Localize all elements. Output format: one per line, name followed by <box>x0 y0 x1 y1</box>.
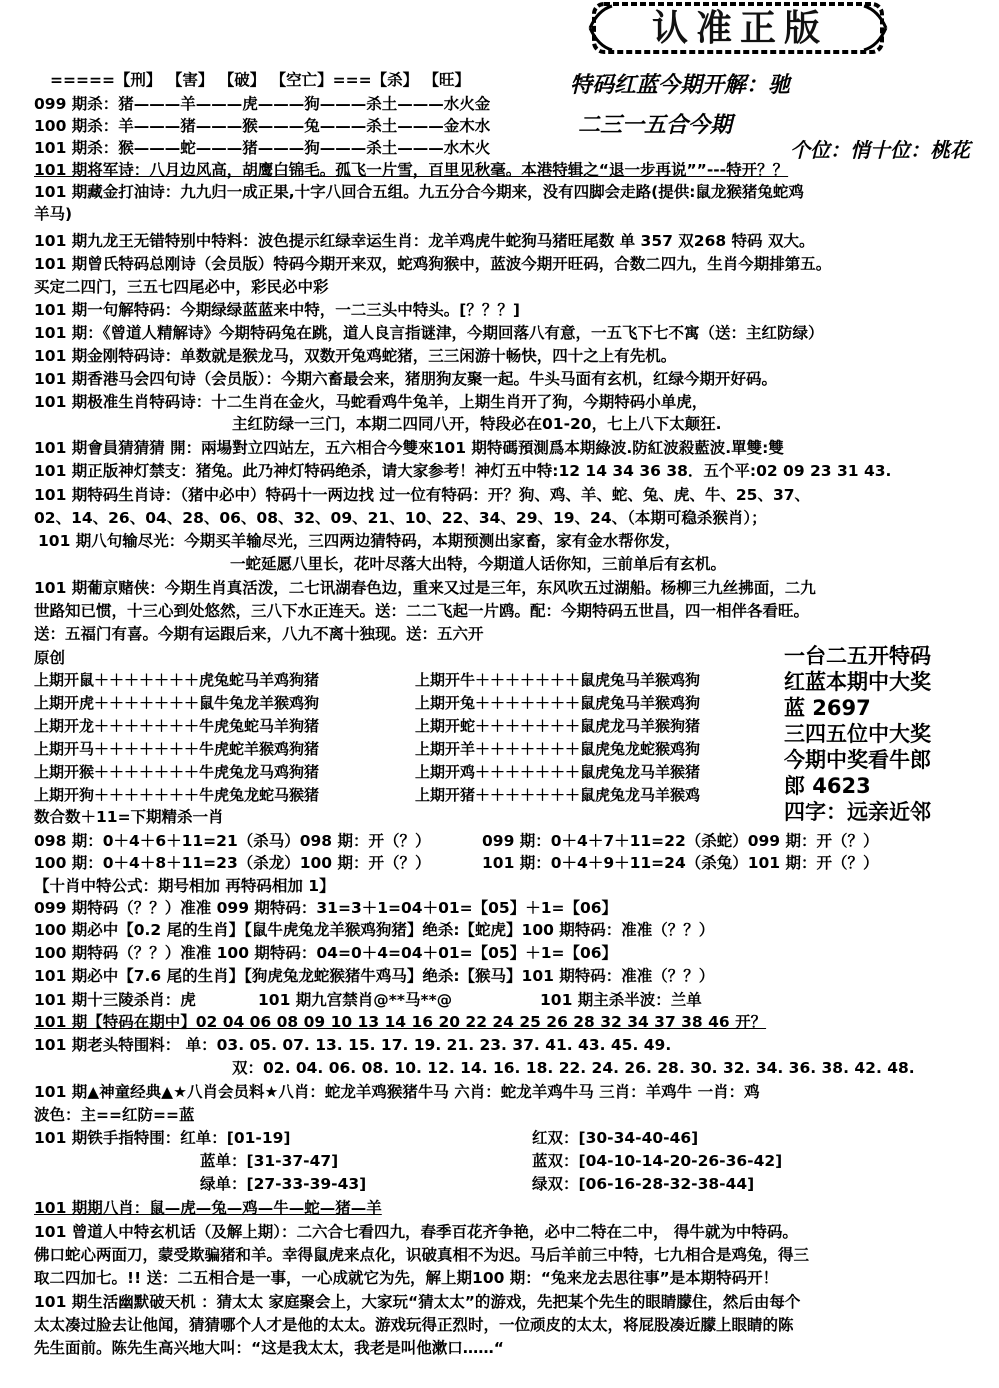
handwritten-line-3: 个位：悄十位：桃花 <box>790 138 970 162</box>
text-line: 101 期【特码在期中】02 04 06 08 09 10 13 14 16 20 22 24 25 26 28 32 34 37 38 46 开？ <box>34 1013 767 1031</box>
text-line: 099 期：0＋4＋7＋11=22（杀蛇）099 期：开（？） <box>482 832 879 850</box>
text-line: 蓝单：[31-37-47] <box>200 1152 339 1170</box>
text-line: 太太凑过脸去让他闻，猜猜哪个人才是他的太太。游戏玩得正烈时，一位顽皮的太太，将屁股凑近朦上眼睛的陈 <box>34 1316 794 1334</box>
zodiac-row: 上期开虎＋＋＋＋＋＋＋鼠牛兔龙羊猴鸡狗 <box>34 694 320 712</box>
text-line: 101 期正版神灯禁支：猪兔。此乃神灯特码绝杀，请大家参考！神灯五中特:12 14 34 36 38．五个平:02 09 23 31 43. <box>34 462 892 480</box>
zodiac-row: 上期开猪＋＋＋＋＋＋＋鼠虎兔龙马羊猴鸡 <box>415 786 701 804</box>
text-line: 101 期将军诗：八月边风高，胡鹰白锦毛。孤飞一片雪，百里见秋毫。本港特辑之“退一步再说””---特开？？ <box>34 161 789 179</box>
text-line: 101 期八句输尽光：今期买羊输尽光，三四两边猜特码，本期预测出家畜，家有金水帮你发， <box>38 532 681 550</box>
text-line: 100 期必中【0.2 尾的生肖】【鼠牛虎兔龙羊猴鸡狗猪】绝杀:【蛇虎】100 期特码：准准（？？） <box>34 921 715 939</box>
text-line: 100 期特码（？？）准准 100 期特码：04=0＋4=04＋01=【05】＋1=【06】 <box>34 944 618 962</box>
text-line: 101 期一句解特码：今期绿绿蓝蓝来中特，一二三头中特头。[？？？] <box>34 301 520 319</box>
zodiac-row: 上期开鸡＋＋＋＋＋＋＋鼠虎兔龙马羊猴猪 <box>415 763 701 781</box>
text-line: 101 期必中【7.6 尾的生肖】【狗虎兔龙蛇猴猪牛鸡马】绝杀:【猴马】101 期特码：准准（？？） <box>34 967 715 985</box>
text-line: 100 期杀：羊———猪———猴———兔———杀土———金木水 <box>34 117 491 135</box>
text-line: 一蛇延愿八里长，花叶尽落大出特，今期道人话你知，三前单后有玄机。 <box>230 555 727 573</box>
text-line: 101 期九龙王无错特别中特料：波色提示红绿幸运生肖：龙羊鸡虎牛蛇狗马猪旺尾数 单 357 双268 特码 双大。 <box>34 232 815 250</box>
right-box-line: 红蓝本期中大奖 <box>784 670 931 694</box>
right-box-line: 蓝 2697 <box>784 696 871 720</box>
text-line: 099 期杀：猪———羊———虎———狗———杀土———水火金 <box>34 95 491 113</box>
header-stamp <box>588 0 888 56</box>
text-line: 数合数＋11=下期精杀一肖 <box>34 808 224 826</box>
right-box-line: 三四五位中大奖 <box>784 722 931 746</box>
text-line: 绿单：[27-33-39-43] <box>200 1175 367 1193</box>
handwritten-line-1: 特码红蓝今期开解：驰 <box>570 72 791 98</box>
text-line: 101 期老头特围料： 单：03. 05. 07. 13. 15. 17. 19. 21. 23. 37. 41. 43. 45. 49. <box>34 1036 672 1054</box>
text-line: 先生面前。陈先生高兴地大叫：“这是我太太，我老是叫他漱口……“ <box>34 1339 504 1357</box>
zodiac-row: 上期开蛇＋＋＋＋＋＋＋鼠虎龙马羊猴狗猪 <box>415 717 701 735</box>
text-line: 101 期期八肖：鼠—虎—兔—鸡—牛—蛇—猪—羊 <box>34 1199 382 1217</box>
text-line: 101 期主杀半波：兰单 <box>540 991 702 1009</box>
zodiac-row: 上期开龙＋＋＋＋＋＋＋牛虎兔蛇马羊狗猪 <box>34 717 320 735</box>
text-line: 101 曾道人中特玄机话（及解上期）：二六合七看四九，春季百花齐争艳，必中二特在二中， 得牛就为中特码。 <box>34 1223 798 1241</box>
text-line: 101 期十三陵杀肖：虎 <box>34 991 196 1009</box>
zodiac-row: 上期开羊＋＋＋＋＋＋＋鼠虎兔龙蛇猴鸡狗 <box>415 740 701 758</box>
text-line: 世路知已惯，十三心到处悠然，三八下水正连天。送：二二飞起一片鸥。配：今期特码五世昌，四一相伴各看旺。 <box>34 602 810 620</box>
text-line: 取二四加七。!! 送：二五相合是一事，一心成就它为先，解上期100 期：“兔来龙去思往事”是本期特码开！ <box>34 1269 779 1287</box>
text-line: 双：02. 04. 06. 08. 10. 12. 14. 16. 18. 22. 24. 26. 28. 30. 32. 34. 36. 38. 42. 48. <box>232 1059 915 1077</box>
text-line: 主红防绿一三门，本期二四同八开，特段必在01-20，七上八下太颠狂. <box>232 415 722 433</box>
text-line: 蓝双：[04-10-14-20-26-36-42] <box>532 1152 783 1170</box>
text-line: 红双：[30-34-40-46] <box>532 1129 699 1147</box>
zodiac-row: 上期开马＋＋＋＋＋＋＋牛虎蛇羊猴鸡狗猪 <box>34 740 320 758</box>
text-line: 101 期香港马会四句诗（会员版）：今期六畜最会来，猪朋狗友聚一起。牛头马面有玄机，红绿今期开好码。 <box>34 370 778 388</box>
zodiac-row: 上期开猴＋＋＋＋＋＋＋牛虎兔龙马鸡狗猪 <box>34 763 320 781</box>
text-line: 送：五福门有喜。今期有运跟后来，八九不离十独现。送：五六开 <box>34 625 484 643</box>
text-line: 101 期藏金打油诗：九九归一成正果,十字八回合五组。九五分合今期来，没有四脚会走路(提供:鼠龙猴猪兔蛇鸡 <box>34 183 804 201</box>
text-line: 101 期▲神童经典▲★八肖会员料★八肖：蛇龙羊鸡猴猪牛马 六肖：蛇龙羊鸡牛马 三肖：羊鸡牛 一肖：鸡 <box>34 1083 760 1101</box>
stamp-text: 认准正版 <box>651 7 828 49</box>
zodiac-row: 上期开狗＋＋＋＋＋＋＋牛虎兔龙蛇马猴猪 <box>34 786 320 804</box>
text-line: 买定二四门，三五七四尾必中，彩民必中彩 <box>34 278 329 296</box>
text-line: 101 期九宫禁肖@**马**@ <box>258 991 453 1009</box>
text-line: 【十肖中特公式：期号相加 再特码相加 1】 <box>34 877 335 895</box>
handwritten-line-2: 二三一五合今期 <box>578 112 733 138</box>
right-box-line: 一台二五开特码 <box>784 644 931 668</box>
text-line: 101 期：0＋4＋9＋11=24（杀兔）101 期：开（？） <box>482 854 879 872</box>
text-line: 原创 <box>34 649 66 667</box>
text-line: =====【刑】 【害】 【破】 【空亡】===【杀】 【旺】 <box>50 71 470 89</box>
text-line: 098 期：0＋4＋6＋11=21（杀马）098 期：开（？） <box>34 832 431 850</box>
right-box-line: 四字：远亲近邻 <box>784 800 931 824</box>
text-line: 绿双：[06-16-28-32-38-44] <box>532 1175 755 1193</box>
text-line: 101 期铁手指特围：红单：[01-19] <box>34 1129 291 1147</box>
text-line: 101 期金刚特码诗：单数就是猴龙马，双数开兔鸡蛇猪，三三闲游十畅快，四十之上有先机。 <box>34 347 677 365</box>
text-line: 佛口蛇心两面刀，蒙受欺骗猪和羊。幸得鼠虎来点化，识破真相不为迟。马后羊前三中特，七九相合是鸡兔，得三 <box>34 1246 810 1264</box>
text-line: 101 期會員猜猜猜 開：兩場對立四站左，五六相合今雙來101 期特碼預測爲本期綠波.防紅波殺藍波.單雙:雙 <box>34 439 784 457</box>
text-line: 101 期葡京赌侠：今期生肖真活泼，二七讯湖春色边，重来又过是三年，东风吹五过湖船。杨柳三九丝拂面，二九 <box>34 579 816 597</box>
text-line: 099 期特码（？？）准准 099 期特码：31=3＋1=04＋01=【05】＋1=【06】 <box>34 899 618 917</box>
text-line: 101 期曾氏特码总刚诗（会员版）特码今期开来双，蛇鸡狗猴中，蓝波今期开旺码，合数二四九，生肖今期排第五。 <box>34 255 832 273</box>
text-line: 101 期极准生肖特码诗：十二生肖在金火，马蛇看鸡牛兔羊，上期生肖开了狗，今期特码小单虎， <box>34 393 708 411</box>
right-box-line: 郎 4623 <box>784 774 871 798</box>
right-box-line: 今期中奖看牛郎 <box>784 748 931 772</box>
text-line: 羊马) <box>34 205 73 223</box>
zodiac-row: 上期开牛＋＋＋＋＋＋＋鼠虎兔马羊猴鸡狗 <box>415 671 701 689</box>
text-line: 02、14、26、04、28、06、08、32、09、21、10、22、34、29、19、24、（本期可稳杀猴肖）； <box>34 509 767 527</box>
text-line: 波色：主==红防==蓝 <box>34 1106 195 1124</box>
text-line: 101 期杀：猴———蛇———猪———狗———杀土———水木火 <box>34 139 491 157</box>
zodiac-row: 上期开鼠＋＋＋＋＋＋＋虎兔蛇马羊鸡狗猪 <box>34 671 320 689</box>
text-line: 101 期生活幽默破天机 ：猜太太 家庭聚会上，大家玩“猜太太”的游戏，先把某个先生的眼睛朦住，然后由每个 <box>34 1293 801 1311</box>
text-line: 101 期：《曾道人精解诗》今期特码兔在跳，道人良言指谜津，今期回落八有意，一五飞下七不寓（送：主红防绿） <box>34 324 824 342</box>
zodiac-row: 上期开兔＋＋＋＋＋＋＋鼠虎兔马羊猴鸡狗 <box>415 694 701 712</box>
text-line: 101 期特码生肖诗：（猪中必中）特码十一两边找 过一位有特码：开？狗、鸡、羊、蛇、兔、虎、牛、25、37、 <box>34 486 811 504</box>
text-line: 100 期：0＋4＋8＋11=23（杀龙）100 期：开（？） <box>34 854 431 872</box>
